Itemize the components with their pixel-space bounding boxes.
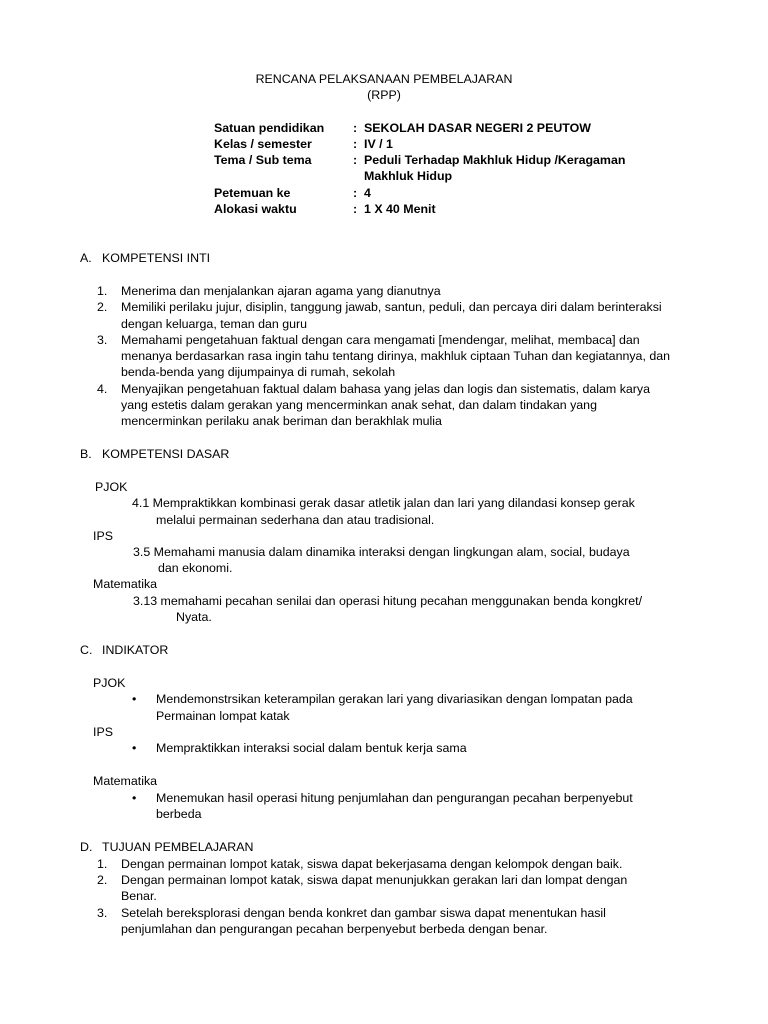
identity-value: 4 bbox=[364, 186, 371, 200]
section-letter: A. bbox=[80, 251, 92, 265]
list-item-text: Memahami pengetahuan faktual dengan cara mengamati [mendengar, melihat, membaca] dan bbox=[121, 333, 640, 347]
identity-colon: : bbox=[353, 137, 358, 151]
identity-value: IV / 1 bbox=[364, 137, 393, 151]
list-item-text: yang estetis dalam gerakan yang mencerminkan anak sehat, dan dalam tindakan yang bbox=[121, 398, 597, 412]
list-number: 1. bbox=[97, 284, 108, 298]
list-item-text: mencerminkan perilaku anak beriman dan berakhlak mulia bbox=[121, 414, 442, 428]
subject-label: PJOK bbox=[93, 676, 126, 690]
section-letter: C. bbox=[80, 643, 93, 657]
indikator-text: berbeda bbox=[156, 807, 202, 821]
identity-label: Satuan pendidikan bbox=[214, 121, 325, 135]
kd-text: 3.5 Memahami manusia dalam dinamika interaksi dengan lingkungan alam, social, budaya bbox=[133, 545, 630, 559]
list-item-text: dengan keluarga, teman dan guru bbox=[121, 317, 307, 331]
list-item-text: Setelah bereksplorasi dengan benda konkret dan gambar siswa dapat menentukan hasil bbox=[121, 906, 606, 920]
section-title: TUJUAN PEMBELAJARAN bbox=[102, 840, 254, 854]
kd-text: 4.1 Mempraktikkan kombinasi gerak dasar atletik jalan dan lari yang dilandasi konsep gerak bbox=[132, 496, 635, 510]
list-number: 3. bbox=[97, 333, 108, 347]
list-number: 1. bbox=[97, 857, 108, 871]
indikator-text: Mempraktikkan interaksi social dalam bentuk kerja sama bbox=[156, 741, 467, 755]
list-item-text: Dengan permainan lompot katak, siswa dapat menunjukkan gerakan lari dan lompat dengan bbox=[121, 873, 628, 887]
subject-label: Matematika bbox=[93, 577, 158, 591]
kd-text: Nyata. bbox=[176, 610, 212, 624]
kd-text: dan ekonomi. bbox=[158, 561, 233, 575]
section-heading-indikator bbox=[80, 642, 168, 658]
section-heading-tujuan bbox=[80, 839, 253, 855]
identity-label: Petemuan ke bbox=[214, 186, 291, 200]
identity-value: SEKOLAH DASAR NEGERI 2 PEUTOW bbox=[364, 121, 591, 135]
list-item-text: menanya berdasarkan rasa ingin tahu tentang dirinya, makhluk ciptaan Tuhan dan kegiatannya, dan bbox=[121, 349, 670, 363]
indikator-text: Permainan lompat katak bbox=[156, 709, 290, 723]
list-item-text: Menyajikan pengetahuan faktual dalam bahasa yang jelas dan logis dan sistematis, dalam karya bbox=[121, 382, 650, 396]
list-item-text: Menerima dan menjalankan ajaran agama yang dianutnya bbox=[121, 284, 441, 298]
document-title: RENCANA PELAKSANAAN PEMBELAJARAN bbox=[255, 72, 513, 86]
identity-colon: : bbox=[353, 186, 358, 200]
list-number: 4. bbox=[97, 382, 108, 396]
identity-colon: : bbox=[353, 121, 358, 135]
section-title: KOMPETENSI DASAR bbox=[102, 447, 230, 461]
kd-text: melalui permainan sederhana dan atau tradisional. bbox=[156, 513, 435, 527]
identity-colon: : bbox=[353, 153, 358, 167]
subject-label: IPS bbox=[93, 529, 113, 543]
list-item-text: penjumlahan dan pengurangan pecahan berpenyebut berbeda dengan benar. bbox=[121, 922, 548, 936]
list-item-text: Memiliki perilaku jujur, disiplin, tanggung jawab, santun, peduli, dan percaya diri dalam berinteraksi bbox=[121, 300, 662, 314]
identity-label: Tema / Sub tema bbox=[214, 153, 312, 167]
list-item-text: Benar. bbox=[121, 889, 157, 903]
identity-value-continued: Makhluk Hidup bbox=[364, 169, 453, 183]
identity-value: Peduli Terhadap Makhluk Hidup /Keragaman bbox=[364, 153, 626, 167]
bullet-icon: • bbox=[132, 741, 137, 755]
identity-colon: : bbox=[353, 202, 358, 216]
identity-label: Kelas / semester bbox=[214, 137, 312, 151]
list-number: 3. bbox=[97, 906, 108, 920]
subject-label: Matematika bbox=[93, 774, 158, 788]
identity-value: 1 X 40 Menit bbox=[364, 202, 436, 216]
indikator-text: Mendemonstrsikan keterampilan gerakan lari yang divariasikan dengan lompatan pada bbox=[156, 692, 633, 706]
section-heading-kd bbox=[80, 446, 229, 462]
indikator-text: Menemukan hasil operasi hitung penjumlahan dan pengurangan pecahan berpenyebut bbox=[156, 791, 633, 805]
list-item-text: benda-benda yang dijumpainya di rumah, sekolah bbox=[121, 365, 396, 379]
section-title: INDIKATOR bbox=[102, 643, 169, 657]
section-heading-ki bbox=[80, 250, 210, 266]
bullet-icon: • bbox=[132, 692, 137, 706]
section-letter: B. bbox=[80, 447, 92, 461]
subject-label: PJOK bbox=[95, 480, 128, 494]
subject-label: IPS bbox=[93, 725, 113, 739]
section-letter: D. bbox=[80, 840, 93, 854]
list-number: 2. bbox=[97, 873, 108, 887]
list-number: 2. bbox=[97, 300, 108, 314]
section-title: KOMPETENSI INTI bbox=[102, 251, 211, 265]
identity-label: Alokasi waktu bbox=[214, 202, 297, 216]
kd-text: 3.13 memahami pecahan senilai dan operasi hitung pecahan menggunakan benda kongkret/ bbox=[133, 594, 643, 608]
document-subtitle: (RPP) bbox=[367, 88, 401, 102]
list-item-text: Dengan permainan lompot katak, siswa dapat bekerjasama dengan kelompok dengan baik. bbox=[121, 857, 623, 871]
bullet-icon: • bbox=[132, 791, 137, 805]
